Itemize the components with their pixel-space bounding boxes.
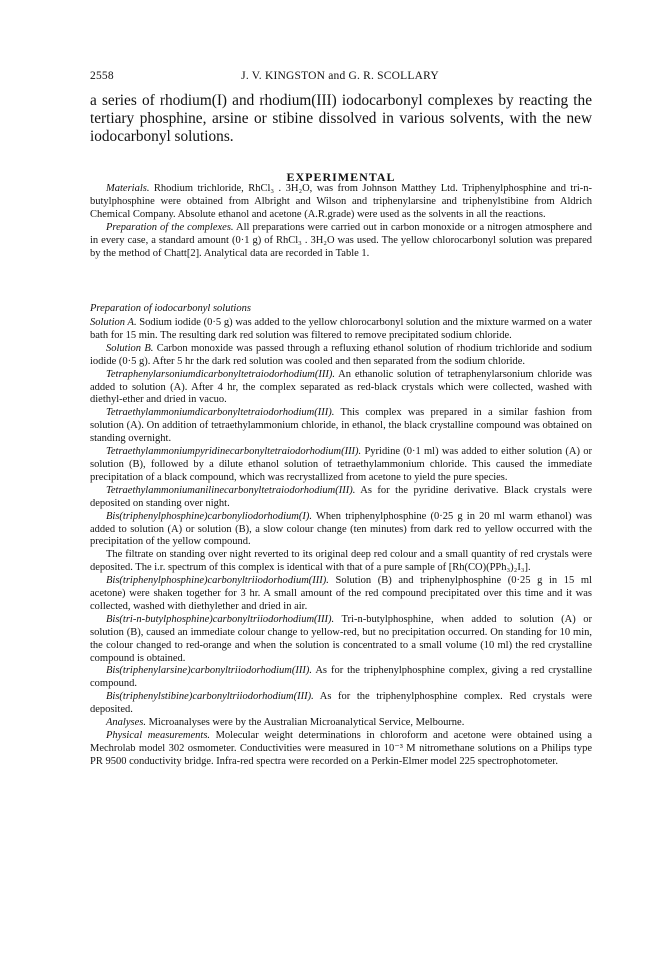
paragraph-title: Bis(tri-n-butylphosphine)carbonyltriiodorhodium(III). xyxy=(106,613,335,625)
paragraph xyxy=(90,183,592,222)
paragraph-text: The filtrate on standing over night reverted to its original deep red colour and a small quantity of red crystals were deposited. The i.r. spectrum of this complex is identical with that of a pure sample of [Rh(CO)(PPh₃)₂I₃]. xyxy=(90,549,592,574)
paragraph-text: Molecular weight determinations in chloroform and acetone were obtained using a Mechrolab model 302 osmometer. Conductivities were measured in 10⁻³ M nitromethane solutions on a Philips type PR 9500 conductivity bridge. Infra-red spectra were recorded on a Perkin-Elmer model 225 spectrophotometer. xyxy=(90,730,592,767)
paragraph xyxy=(90,369,592,408)
paragraph xyxy=(90,717,592,730)
paragraph-title: Bis(triphenylstibine)carbonyltriiodorhodium(III). xyxy=(106,691,314,703)
paragraph-text: This complex was prepared in a similar fashion from solution (A). On addition of tetraethylammonium chloride, in ethanol, the black crystalline compound was obtained on standing overnight. xyxy=(90,407,592,445)
paragraph-text: Rhodium trichloride, RhCl₃ . 3H₂O, was from Johnson Matthey Ltd. Triphenylphosphine and tri-n-butylphosphine were obtained from Albright and Wilson and triphenylarsine and triphenylstibine from Aldrich Chemical Company. Absolute ethanol and acetone (A.R.grade) were used as the solvents in all the reactions. xyxy=(90,183,592,220)
paragraph xyxy=(90,614,592,666)
paragraph-title: Solution B. xyxy=(106,342,154,354)
paragraph-text: Sodium iodide (0·5 g) was added to the yellow chlorocarbonyl solution and the mixture warmed on a water bath for 15 min. The resulting dark red solution was filtered to remove precipitated sodium chloride. xyxy=(90,317,592,341)
paragraph-text: As for the triphenylphosphine complex, giving a red crystalline compound. xyxy=(90,665,592,690)
paragraph xyxy=(90,665,592,691)
paragraph-title: Preparation of the complexes. xyxy=(106,221,234,233)
paragraph-text: An ethanolic solution of tetraphenylarsonium chloride was added to solution (A). After 4 hr, the complex separated as red-black crystals which were collected, washed with diethyl-ether and dried in vacuo. xyxy=(90,368,592,406)
paragraph xyxy=(90,317,592,343)
paragraph xyxy=(90,446,592,485)
paragraph xyxy=(90,730,592,769)
paragraph-text: As for the triphenylphosphine complex. Red crystals were deposited. xyxy=(90,691,592,716)
paragraph xyxy=(90,691,592,717)
section-heading: EXPERIMENTAL xyxy=(286,170,396,184)
paragraph-text: Pyridine (0·1 ml) was added to either solution (A) or solution (B), followed by a dilute ethanol solution of tetraethylammonium chloride. This caused the immediate precipitation of a black compound, which was recrystallized from acetone to yield the pure species. xyxy=(90,446,592,483)
paragraph-title: Tetraethylammoniumpyridinecarbonyltetraiodorhodium(III). xyxy=(106,446,362,458)
paragraph xyxy=(90,511,592,550)
paragraph-title: Tetraethylammoniumanilinecarbonyltetraiodorhodium(III). xyxy=(106,484,356,496)
paragraph-text: When triphenylphosphine (0·25 g in 20 ml warm ethanol) was added to solution (A) or solution (B), a slow colour change (ten minutes) from dark red to yellow occurred with the precipitation of the yellow compound. xyxy=(90,510,592,548)
paragraph xyxy=(90,575,592,614)
paragraph-title: Solution A. xyxy=(90,317,137,328)
subsection-heading: Preparation of iodocarbonyl solutions xyxy=(90,303,251,314)
running-head-authors: J. V. KINGSTON and G. R. SCOLLARY xyxy=(241,70,439,82)
paragraph-text: Tri-n-butylphosphine, when added to solution (A) or solution (B), caused an immediate colour change to yellow-red, but no precipitation occurred. On standing for 10 min, the colour changed to red-orange and when the solution is concentrated to a small volume (10 ml) the red crystalline compound is obtained. xyxy=(90,613,592,664)
paragraph xyxy=(90,549,592,575)
paragraph-title: Bis(triphenylphosphine)carbonyltriiodorhodium(III). xyxy=(106,575,329,587)
page-number: 2558 xyxy=(90,70,114,82)
paragraph xyxy=(90,222,592,261)
paragraph-title: Tetraethylammoniumdicarbonyltetraiodorhodium(III). xyxy=(106,407,335,419)
paragraph-title: Analyses. xyxy=(106,717,146,729)
paragraph-text: Microanalyses were by the Australian Microanalytical Service, Melbourne. xyxy=(145,717,465,729)
paragraph xyxy=(90,485,592,511)
procedures-block xyxy=(90,317,592,769)
materials-block xyxy=(90,183,592,260)
paragraph-text: Solution (B) and triphenylphosphine (0·25 g in 15 ml acetone) were shaken together for 3 hr. A small amount of the red compound precipitated over this time and it was collected, washed with diethylether and dried in air. xyxy=(90,575,592,612)
paragraph-text: All preparations were carried out in carbon monoxide or a nitrogen atmosphere and in every case, a standard amount (0·1 g) of RhCl₃ . 3H₂O was used. The yellow chlorocarbonyl solution was prepared by the method of Chatt[2]. Analytical data are recorded in Table 1. xyxy=(90,221,592,259)
paragraph-title: Tetraphenylarsoniumdicarbonyltetraiodorhodium(III). xyxy=(106,368,335,380)
intro-paragraph: a series of rhodium(I) and rhodium(III) iodocarbonyl complexes by reacting the tertiary phosphine, arsine or stibine dissolved in various solvents, with the new iodocarbonyl solutions. xyxy=(90,92,592,145)
paragraph-title: Materials. xyxy=(106,183,150,194)
paragraph-title: Bis(triphenylphosphine)carbonyliodorhodium(I). xyxy=(106,510,312,522)
paragraph-text: Carbon monoxide was passed through a refluxing ethanol solution of rhodium trichloride and sodium iodide (0·5 g). After 5 hr the dark red solution was cooled and then separated from the sodium chloride. xyxy=(90,342,592,367)
paragraph xyxy=(90,407,592,446)
paragraph xyxy=(90,343,592,369)
paragraph-title: Bis(triphenylarsine)carbonyltriiodorhodium(III). xyxy=(106,665,312,677)
paragraph-title: Physical measurements. xyxy=(106,730,211,741)
paragraph-text: As for the pyridine derivative. Black crystals were deposited on standing over night. xyxy=(90,484,592,509)
